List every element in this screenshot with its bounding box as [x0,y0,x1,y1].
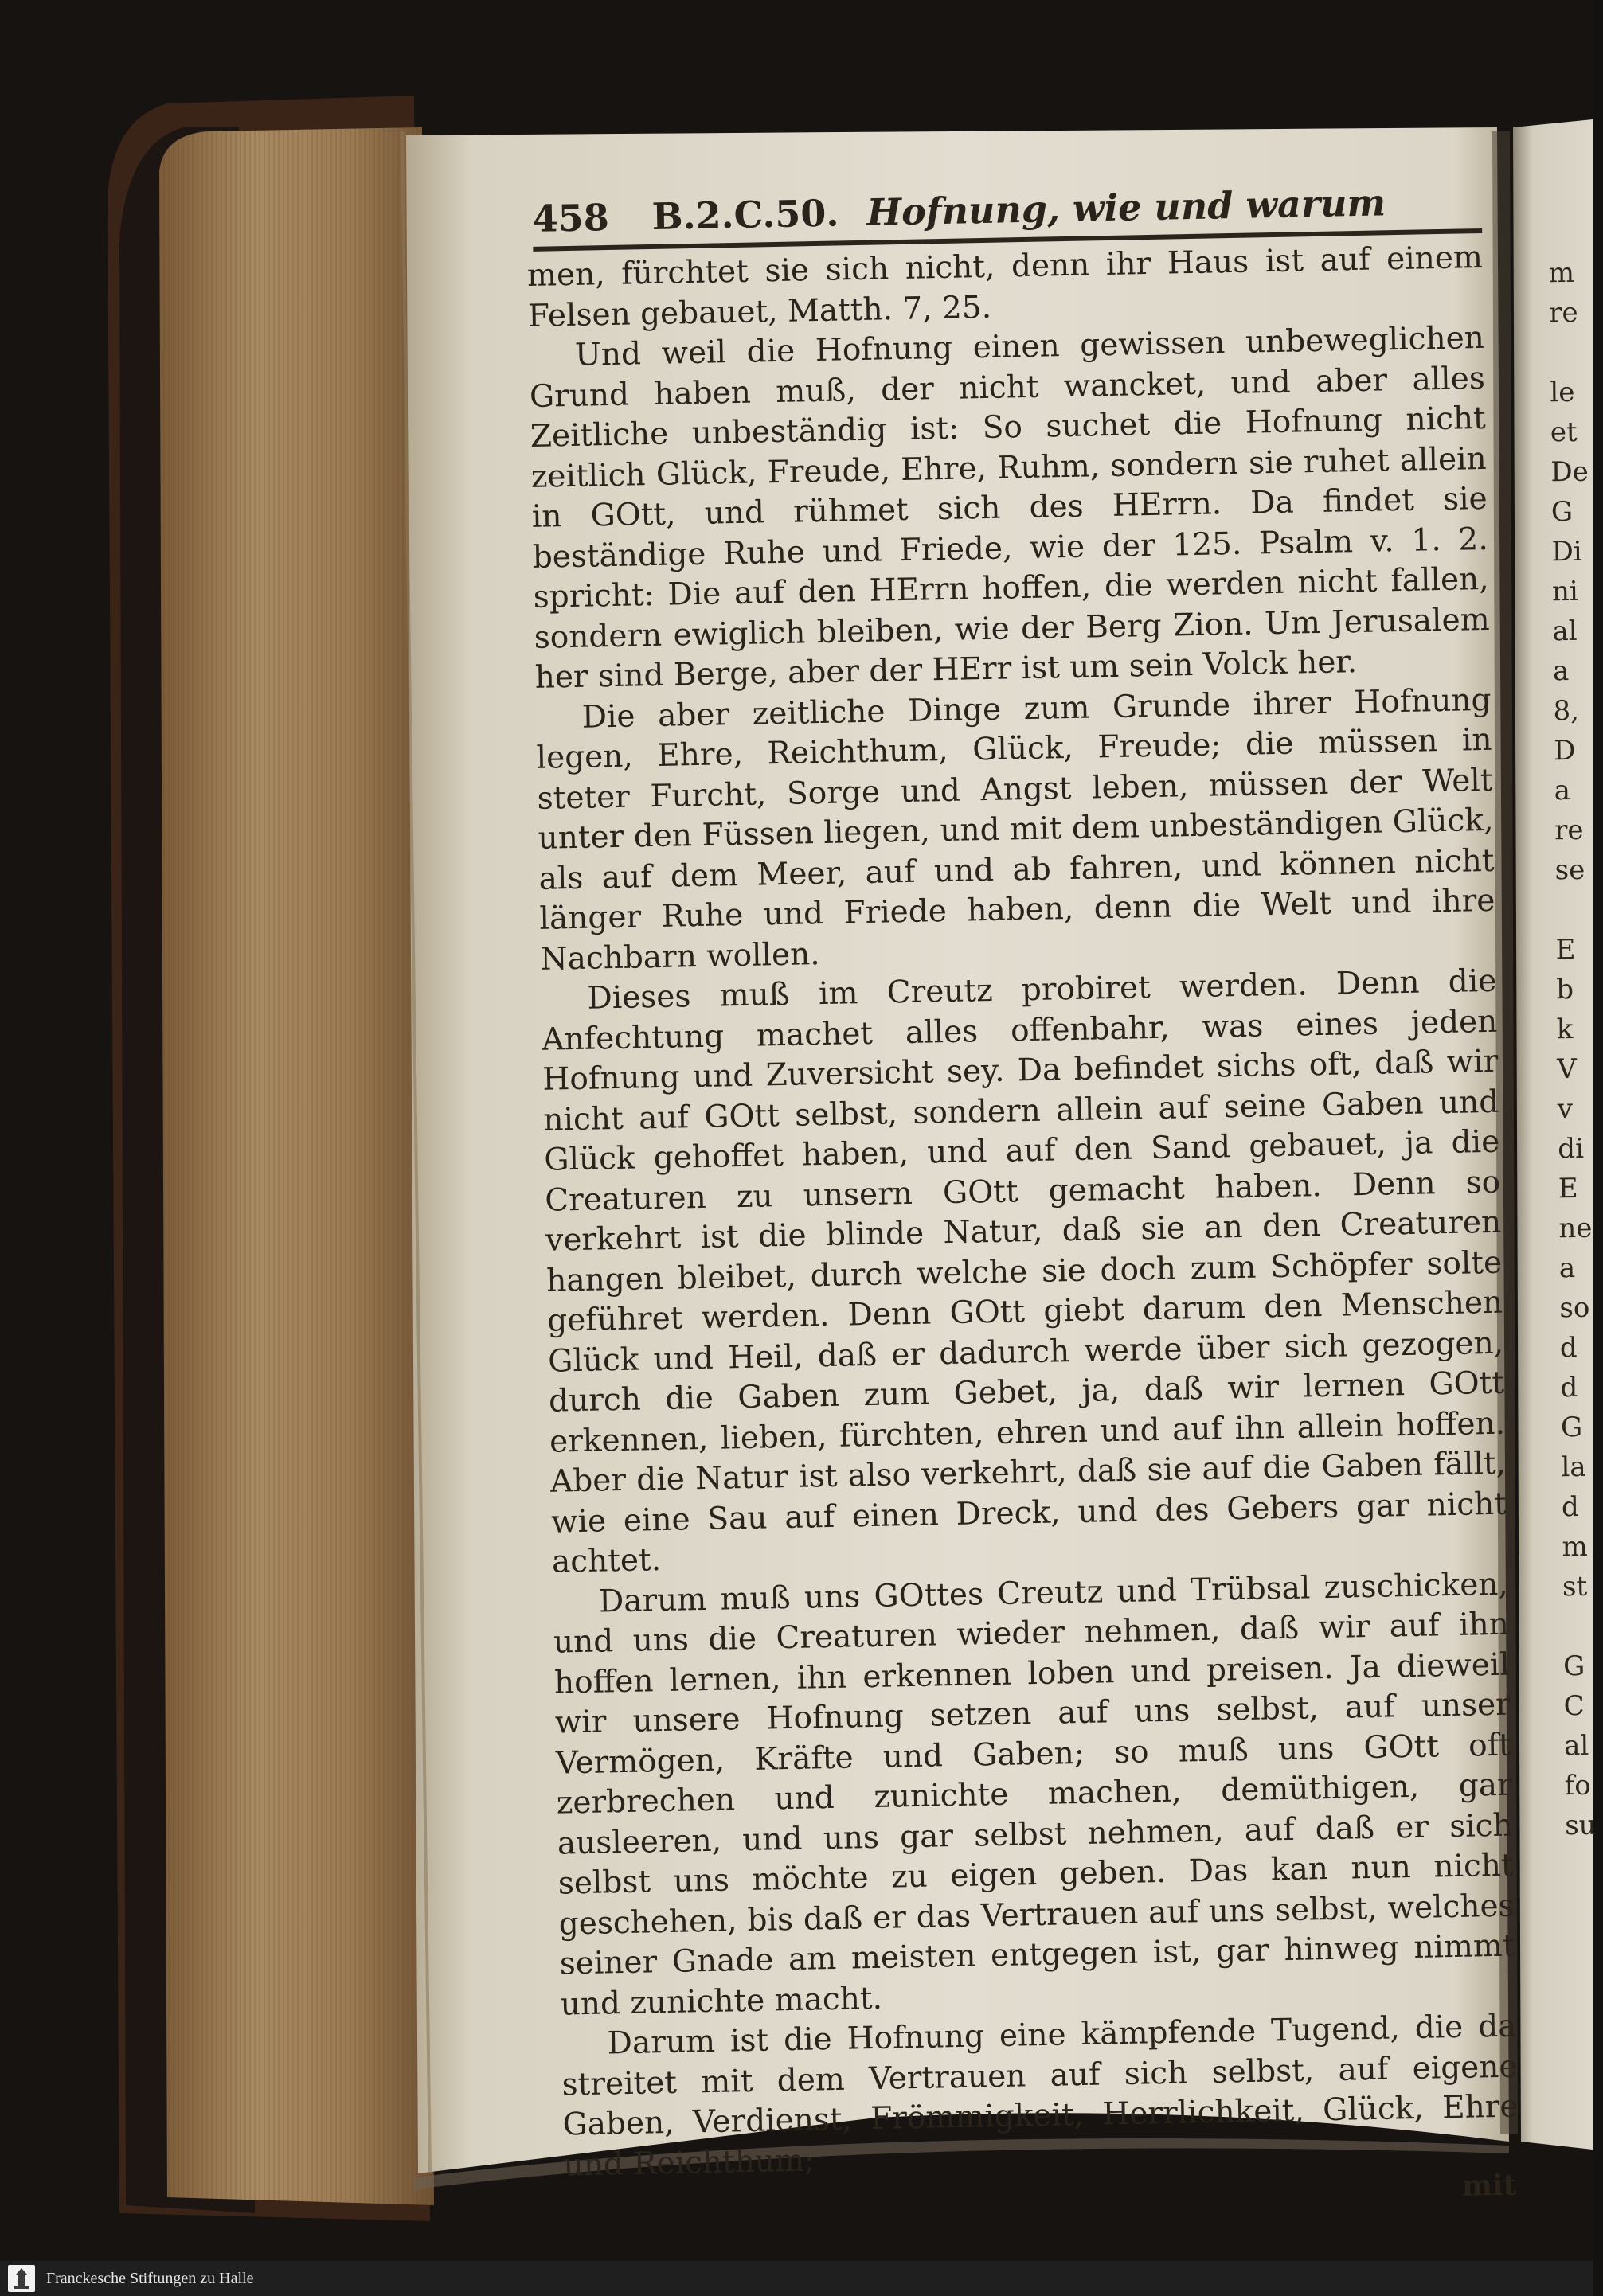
fragment-line [1555,890,1592,930]
fragment-line: d [1560,1371,1578,1404]
paragraph: men, fürchtet sie sich nicht, denn ihr Haus ist auf einem Felsen gebauet, Matth. 7, 25. [526,239,1484,334]
fragment-line: m [1548,256,1575,290]
paragraph: Dieses muß im Creutz probiret werden. Denn die Anfechtung machet alles offenbahr, was eines jeden Hofnung und Zuversicht sey. Da befindet sichs oft, daß wir nicht auf GOtt selbst, sondern allein auf seine Gaben und Glück gehoffet haben, und auf den Sand gebauet, ja die Creaturen zu unsern GOtt gemacht haben. Denn so verkehrt ist die blinde Natur, daß sie an den Creaturen hangen bleibet, durch welche sie doch zum Schöpfer solte geführet werden. Denn GOtt giebt darum den Menschen Glück und Heil, daß er dadurch werde über sich gezogen, durch die Gaben zum Gebet, ja, daß wir lernen GOtt erkennen, lieben, fürchten, ehren und auf ihn allein hoffen. Aber die Natur ist also verkehrt, daß sie auf die Gaben fällt, wie eine Sau auf einen Dreck, und des Gebers gar nicht achtet. [542,963,1507,1580]
fragment-line: 8, [1553,694,1580,728]
fragment-line: V [1557,1052,1578,1086]
fragment-line: al [1563,1729,1589,1763]
fragment-line: D [1553,734,1576,767]
fragment-line: k [1556,1013,1574,1046]
fragment-line: ni [1551,575,1578,608]
fragment-line: b [1556,974,1574,1006]
fragment-line: st [1562,1570,1588,1603]
running-title: Hofnung, wie und warum [866,181,1386,234]
fragment-line: G [1550,495,1574,529]
fragment-line: fo [1564,1769,1591,1802]
fragment-line: Di [1551,535,1582,568]
fragment-line: la [1561,1451,1586,1484]
fragment-line: re [1554,814,1584,847]
institution-label: Franckesche Stiftungen zu Halle [46,2270,254,2287]
fragment-line: d [1561,1490,1579,1524]
fragment-line: et [1550,416,1578,449]
paragraph: Und weil die Hofnung einen gewissen unbeweglichen Grund haben muß, der nicht wancket, und aber alles Zeitliche unbeständig ist: So suchet die Hofnung nicht zeitlich Glück, Freude, Ehre, Ruhm, sondern sie ruhet allein in GOtt, und rühmet sich des HErrn. Da findet sie beständige Ruhe und Friede, wie der 125. Psalm v. 1. 2. spricht: Die auf den HErrn hoffen, die werden nicht fallen, sondern ewiglich bleiben, wie der Berg Zion. Um Jerusalem her sind Berge, aber der HErr ist um sein Volck her. [529,319,1490,696]
viewer-footer [0,2261,1593,2296]
fragment-line: m [1562,1530,1589,1564]
fragment-line [1562,1607,1599,1646]
paragraph: Darum muß uns GOttes Creutz und Trübsal zuschicken, und uns die Creaturen wieder nehmen, daß wir auf ihn hoffen lernen, ihn erkennen loben und preisen. Ja dieweil wir unsere Hofnung setzen auf uns selbst, auf unser Vermögen, Kräfte und Gaben; so muß uns GOtt oft zerbrechen und zunichte machen, demüthigen, gar ausleeren, und uns gar selbst nehmen, auf daß er sich selbst uns möchte zu eigen geben. Das kan nun nicht geschehen, bis daß er das Vertrauen auf uns selbst, welches seiner Gnade am meisten entgegen ist, gar hinweg nimmt und zunichte macht. [553,1566,1515,2023]
fragment-line: a [1552,655,1570,688]
fragment-line: v [1557,1093,1574,1126]
fragment-line: a [1554,775,1571,807]
fragment-line: a [1558,1252,1576,1285]
fragment-line: E [1558,1172,1578,1205]
fragment-line: ne [1558,1212,1593,1245]
chapter-reference: B.2.C.50. [651,191,839,238]
fragment-line [1550,333,1586,373]
fragment-line: so [1559,1291,1590,1325]
fragment-line: di [1558,1132,1585,1166]
fragment-line: G [1562,1650,1585,1683]
fragment-line: C [1563,1689,1585,1723]
fragment-line: d [1559,1331,1578,1365]
fragment-line: re [1549,296,1578,330]
paragraph: Die aber zeitliche Dinge zum Grunde ihrer Hofnung legen, Ehre, Reichthum, Glück, Freude; die müssen in steter Furcht, Sorge und Angst leben, müssen der Welt unter den Füssen liegen, und mit dem unbeständigen Glück, als auf dem Meer, auf und ab fahren, und können nicht länger Ruhe und Friede haben, denn die Welt und ihre Nachbarn wollen. [536,681,1495,978]
fragment-line: E [1555,933,1576,966]
fragment-line: al [1552,615,1578,648]
catchword: mit [1461,2168,1517,2203]
fragment-line: G [1560,1411,1583,1444]
institution-logo-icon [8,2265,35,2292]
fragment-line: De [1550,455,1589,489]
paragraph: Darum ist die Hofnung eine kämpfende Tugend, die da streitet mit dem Vertrauen auf sich selbst, auf eigene Gaben, Verdienst, Frömmigkeit, Herrlichkeit, Glück, Ehre und Reichthum; [561,2008,1519,2184]
fragment-line: su [1565,1809,1597,1842]
fragment-line: se [1554,853,1585,887]
page-number: 458 [532,196,610,240]
body-text [527,238,1519,2186]
fragment-line: le [1550,376,1575,409]
page-text-block [526,173,1520,2221]
